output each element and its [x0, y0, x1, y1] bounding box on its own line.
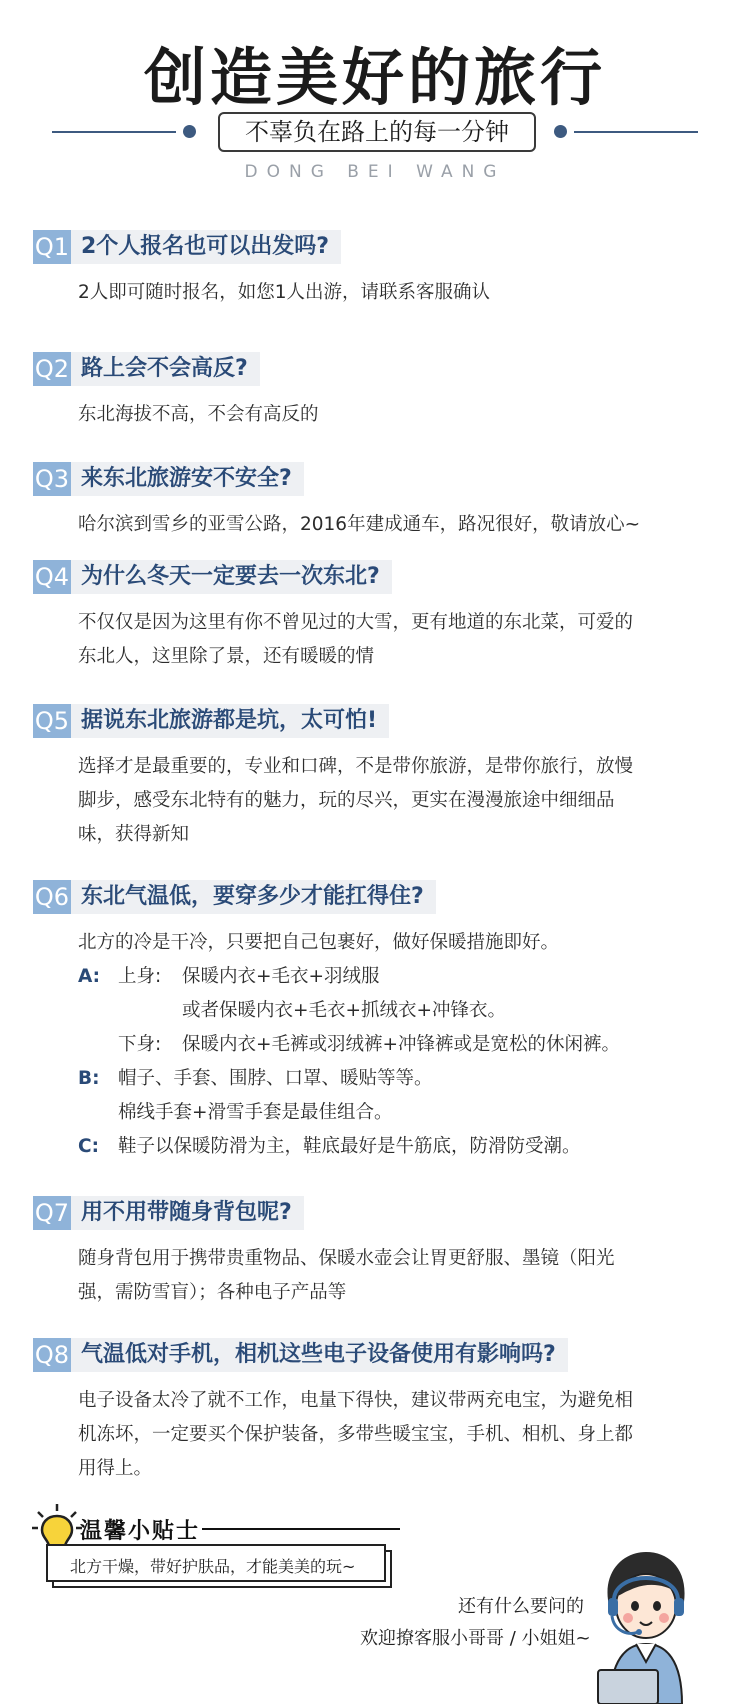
question-bar: [33, 880, 723, 914]
question-text: 据说东北旅游都是坑，太可怕!: [71, 704, 389, 738]
option-b-1: [78, 1062, 723, 1096]
option-c-key: C:: [78, 1136, 99, 1157]
question-bar: [33, 560, 723, 594]
question-number: Q6: [33, 880, 71, 914]
answer: [33, 750, 723, 852]
qa-item-6: [33, 880, 723, 1164]
question-number: Q2: [33, 352, 71, 386]
answer-line: 随身背包用于携带贵重物品、保暖水壶会让胃更舒服、墨镜（阳光: [78, 1248, 615, 1269]
option-b-key: B:: [78, 1068, 100, 1089]
qa-item-3: [33, 462, 723, 542]
brand-text: DONG BEI WANG: [244, 162, 506, 182]
answer-line: 选择才是最重要的，专业和口碑，不是带你旅游，是带你旅行，放慢: [78, 756, 634, 777]
subtitle-row: [0, 112, 750, 152]
page-title: 创造美好的旅行: [143, 41, 606, 114]
qa-item-5: [33, 704, 723, 852]
question-bar: [33, 704, 723, 738]
option-b-text-2: 棉线手套+滑雪手套是最佳组合。: [118, 1102, 393, 1123]
option-b-text-1: 帽子、手套、围脖、口罩、暖贴等等。: [118, 1068, 433, 1089]
question-text: 气温低对手机，相机这些电子设备使用有影响吗?: [71, 1338, 568, 1372]
divider-dot-right: [554, 125, 567, 138]
divider-line-right: [574, 131, 698, 133]
option-a-key: A:: [78, 966, 101, 987]
qa-item-4: [33, 560, 723, 674]
question-text: 路上会不会高反?: [71, 352, 260, 386]
answer: [33, 398, 723, 432]
answer-line: 2人即可随时报名，如您1人出游，请联系客服确认: [78, 282, 491, 303]
divider-dot-left: [183, 125, 196, 138]
answer-line: 北方的冷是干冷，只要把自己包裹好，做好保暖措施即好。: [78, 932, 560, 953]
answer-line: 东北海拔不高，不会有高反的: [78, 404, 319, 425]
tip-title: 温馨小贴士: [80, 1519, 201, 1544]
upper-item-2: 或者保暖内衣+毛衣+抓绒衣+冲锋衣。: [182, 1000, 507, 1021]
question-bar: [33, 230, 723, 264]
question-number: Q1: [33, 230, 71, 264]
question-number: Q5: [33, 704, 71, 738]
upper-label: 上身:: [118, 966, 162, 987]
question-number: Q4: [33, 560, 71, 594]
qa-item-1: [33, 230, 723, 310]
option-b-2: [78, 1096, 723, 1130]
question-number: Q3: [33, 462, 71, 496]
answer-line: 电子设备太冷了就不工作，电量下得快，建议带两充电宝，为避免相: [78, 1390, 634, 1411]
answer-line: 强，需防雪盲）；各种电子产品等: [78, 1282, 347, 1303]
question-text: 2个人报名也可以出发吗?: [71, 230, 341, 264]
option-c-text: 鞋子以保暖防滑为主，鞋底最好是牛筋底，防滑防受潮。: [118, 1136, 581, 1157]
answer: [33, 508, 723, 542]
answer-line: 脚步，感受东北特有的魅力，玩的尽兴，更实在漫漫旅途中细细品: [78, 790, 615, 811]
question-bar: [33, 352, 723, 386]
answer-line: 东北人，这里除了景，还有暖暖的情: [78, 646, 375, 667]
question-number: Q8: [33, 1338, 71, 1372]
subtitle-badge: 不辜负在路上的每一分钟: [218, 112, 536, 152]
option-a-lower: [78, 1028, 723, 1062]
qa-item-2: [33, 352, 723, 432]
answer: [33, 606, 723, 674]
option-c: [78, 1130, 723, 1164]
answer: [33, 1242, 723, 1310]
customer-service-avatar-icon: [590, 1540, 700, 1704]
answer: [33, 926, 723, 1164]
tip-card: [30, 1502, 410, 1592]
qa-item-8: [33, 1338, 723, 1486]
option-a-upper-1: [78, 960, 723, 994]
answer-line: 哈尔滨到雪乡的亚雪公路，2016年建成通车，路况很好，敬请放心~: [78, 514, 641, 535]
answer-line: 用得上。: [78, 1458, 153, 1479]
lower-label: 下身:: [118, 1034, 162, 1055]
question-text: 用不用带随身背包呢?: [71, 1196, 304, 1230]
contact-line-1: 还有什么要问的: [458, 1596, 584, 1617]
divider-line-left: [52, 131, 176, 133]
contact-line-2: 欢迎撩客服小哥哥 / 小姐姐~: [360, 1628, 591, 1649]
answer-line: 机冻坏，一定要买个保护装备，多带些暖宝宝，手机、相机、身上都: [78, 1424, 634, 1445]
answer-line: 味，获得新知: [78, 824, 190, 845]
question-text: 为什么冬天一定要去一次东北?: [71, 560, 392, 594]
qa-item-7: [33, 1196, 723, 1310]
upper-item-1: 保暖内衣+毛衣+羽绒服: [182, 966, 380, 987]
tip-text: 北方干燥，带好护肤品，才能美美的玩~: [70, 1557, 356, 1576]
tip-title-underline: [202, 1528, 400, 1530]
option-a-upper-2: [78, 994, 723, 1028]
lower-item: 保暖内衣+毛裤或羽绒裤+冲锋裤或是宽松的休闲裤。: [182, 1034, 621, 1055]
answer-line: 不仅仅是因为这里有你不曾见过的大雪，更有地道的东北菜，可爱的: [78, 612, 634, 633]
question-bar: [33, 462, 723, 496]
question-text: 来东北旅游安不安全?: [71, 462, 304, 496]
answer: [33, 1384, 723, 1486]
question-bar: [33, 1196, 723, 1230]
header: [0, 0, 750, 200]
question-bar: [33, 1338, 723, 1372]
question-number: Q7: [33, 1196, 71, 1230]
question-text: 东北气温低，要穿多少才能扛得住?: [71, 880, 436, 914]
answer: [33, 276, 723, 310]
